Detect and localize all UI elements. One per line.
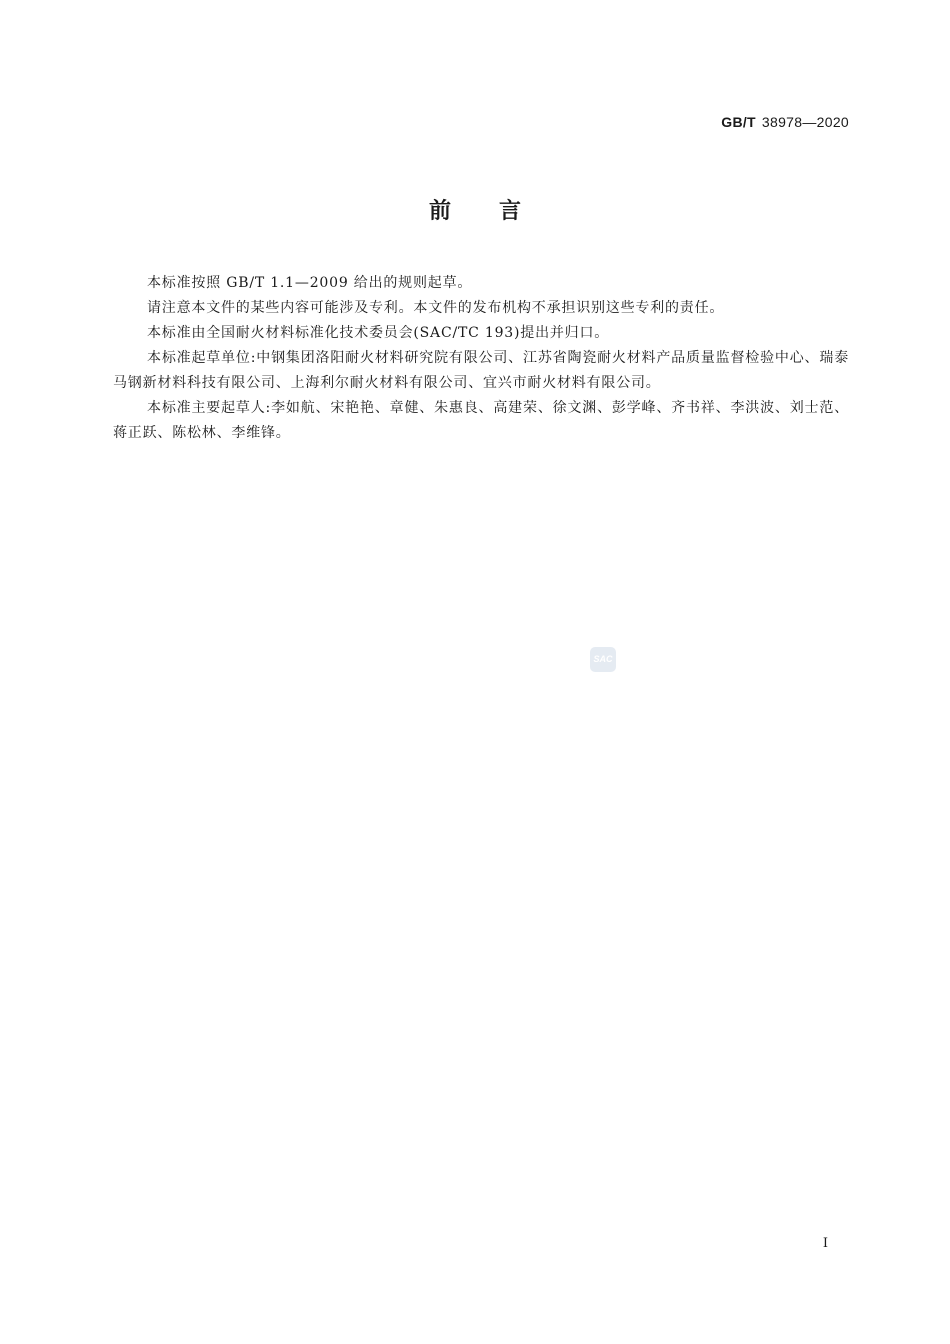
document-code	[721, 114, 849, 130]
paragraph-drafting-units: 本标准起草单位:中钢集团洛阳耐火材料研究院有限公司、江苏省陶瓷耐火材料产品质量监督检验中心、瑞泰马钢新材料科技有限公司、上海利尔耐火材料有限公司、宜兴市耐火材料有限公司。	[113, 350, 849, 391]
foreword-body	[113, 271, 849, 446]
paragraph-drafting-rules: 本标准按照 GB/T 1.1—2009 给出的规则起草。	[147, 275, 473, 291]
page-number: I	[822, 1236, 828, 1251]
document-code-number: 38978—2020	[761, 114, 849, 130]
paragraph-proposer: 本标准由全国耐火材料标准化技术委员会(SAC/TC 193)提出并归口。	[147, 325, 610, 341]
page-title: 前言	[428, 199, 569, 224]
document-code-prefix: GB/T	[721, 114, 756, 130]
paragraph-patent-notice: 请注意本文件的某些内容可能涉及专利。本文件的发布机构不承担识别这些专利的责任。	[147, 300, 725, 316]
sac-watermark-logo: SAC	[590, 647, 616, 672]
paragraph-drafters: 本标准主要起草人:李如航、宋艳艳、章健、朱惠良、高建荣、徐文渊、彭学峰、齐书祥、李洪波、刘士范、蒋正跃、陈松林、李维锋。	[113, 400, 849, 441]
